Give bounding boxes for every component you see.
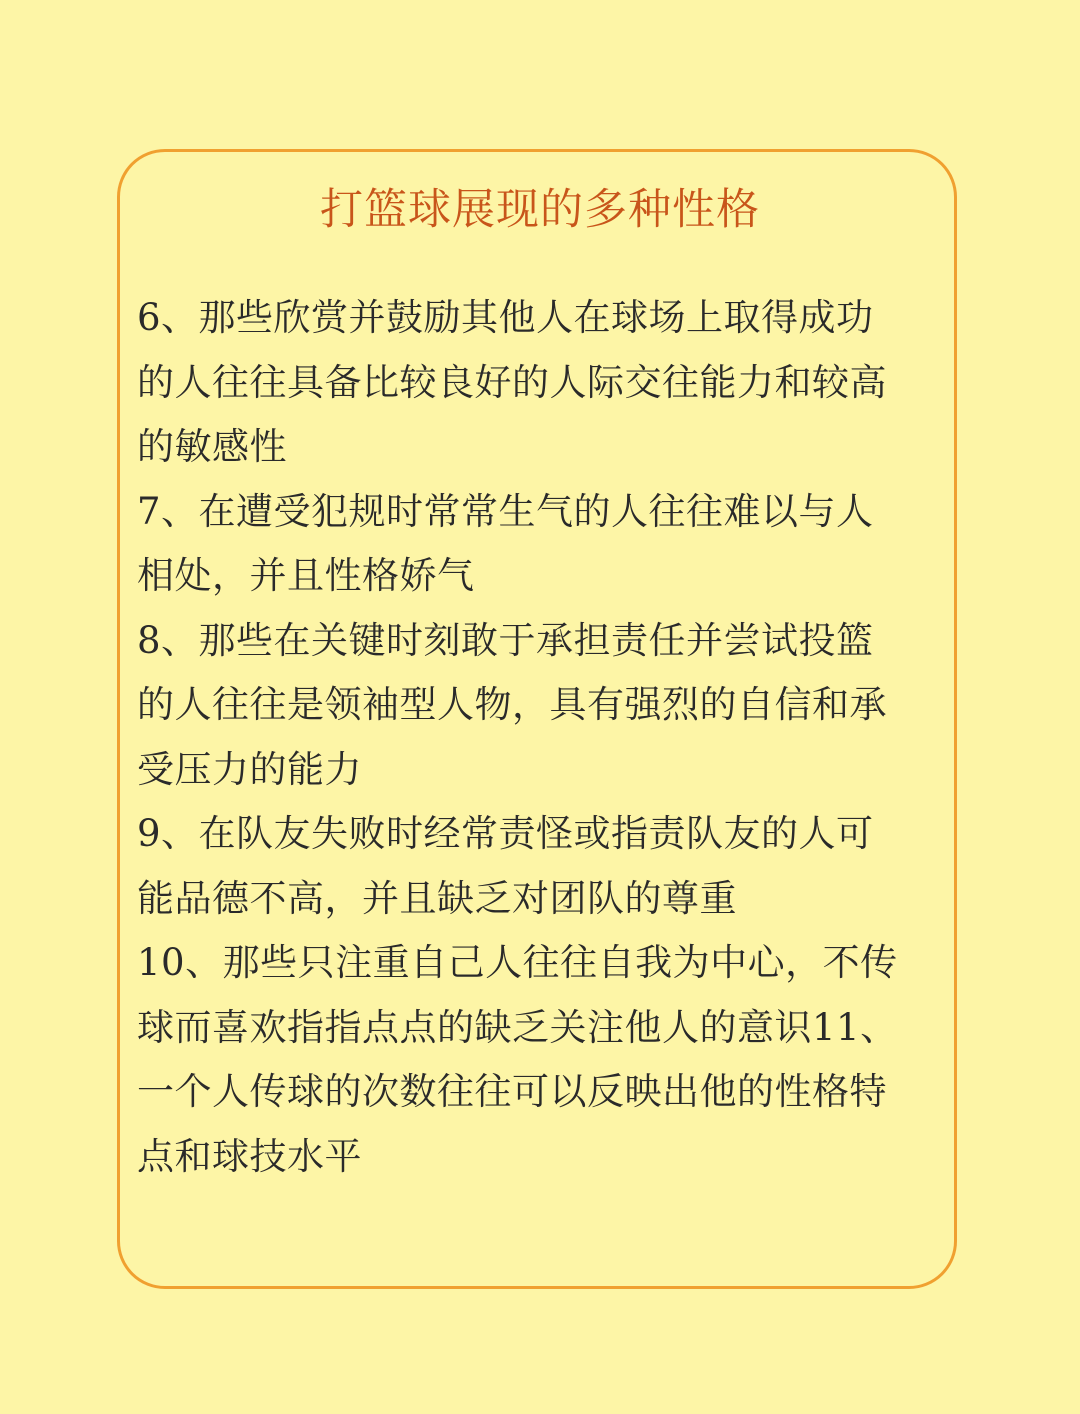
text-line: 一个人传球的次数往往可以反映出他的性格特 <box>137 1070 887 1113</box>
text-line: 球而喜欢指指点点的缺乏关注他人的意识11、 <box>137 1005 898 1049</box>
text-line: 9、在队友失败时经常责怪或指责队友的人可 <box>137 812 874 855</box>
text-line: 的人往往具备比较良好的人际交往能力和较高 <box>137 360 887 404</box>
text-line: 点和球技水平 <box>137 1134 362 1178</box>
text-line: 10、那些只注重自己人往往自我为中心，不传 <box>137 941 898 984</box>
text-line: 的敏感性 <box>137 425 287 468</box>
text-line: 8、那些在关键时刻敢于承担责任并尝试投篮 <box>137 618 874 662</box>
text-line: 受压力的能力 <box>137 747 362 791</box>
text-line: 能品德不高，并且缺乏对团队的尊重 <box>137 876 737 920</box>
text-line: 的人往往是领袖型人物，具有强烈的自信和承 <box>137 683 887 726</box>
text-line: 7、在遭受犯规时常常生气的人往往难以与人 <box>137 489 874 533</box>
text-line: 相处，并且性格娇气 <box>137 554 475 597</box>
body-text <box>137 286 937 1189</box>
text-line: 6、那些欣赏并鼓励其他人在球场上取得成功 <box>137 296 874 339</box>
page-title: 打篮球展现的多种性格 <box>320 185 760 235</box>
